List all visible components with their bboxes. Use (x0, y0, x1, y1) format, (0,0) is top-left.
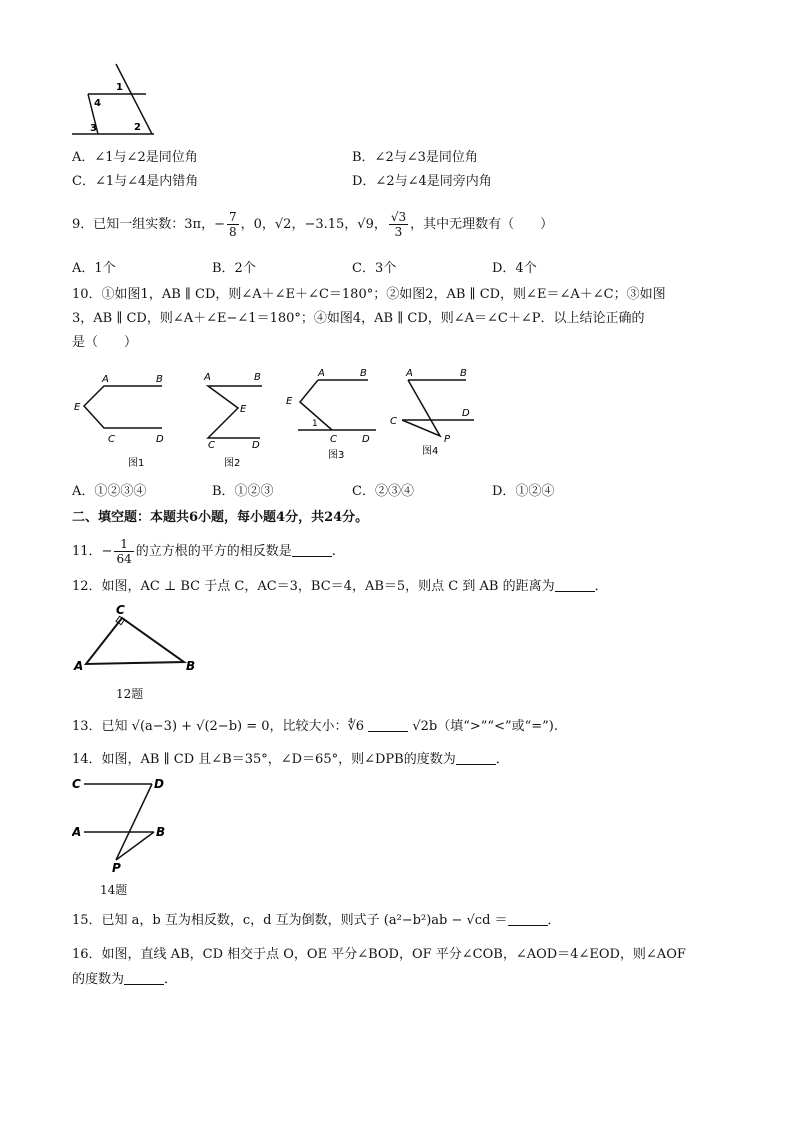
q9-stem: 9．已知一组实数：3π，− $\frac{7}{8}$ ，0，√2，−3.15，√9， $\frac{√3}{3}$ ，其中无理数有（ ） (72, 210, 554, 239)
svg-text:A: A (406, 368, 413, 379)
q9-option-d: D．4个 (492, 261, 537, 276)
q10-line2: 3，AB ∥ CD，则∠A＋∠E−∠1＝180°；④如图4，AB ∥ CD，则∠A＝∠C＋∠P．以上结论正确的 (72, 311, 645, 326)
svg-text:A: A (72, 825, 82, 839)
fig1-caption: 图1 (128, 458, 145, 469)
svg-text:D: D (156, 434, 164, 445)
q10-figure-4 (388, 366, 488, 464)
fig3-caption: 图3 (328, 450, 345, 461)
q16-line1: 16．如图，直线 AB，CD 相交于点 O，OE 平分∠BOD，OF 平分∠COB，∠AOD＝4∠EOD，则∠AOF (72, 947, 686, 962)
svg-text:B: B (460, 368, 467, 379)
q8-option-d: D．∠2与∠4是同旁内角 (352, 174, 492, 189)
q13-stem: 13．已知 √(a−3) + √(2−b) = 0，比较大小：∜6 √2b（填“>”“<”或“=”). (72, 719, 558, 734)
q14-answer-blank[interactable] (456, 751, 496, 765)
svg-text:1: 1 (312, 419, 318, 429)
svg-text:B: B (156, 825, 166, 839)
q8-option-a: A．∠1与∠2是同位角 (72, 150, 198, 165)
q8-figure (72, 62, 162, 138)
svg-text:B: B (156, 374, 163, 385)
q15-answer-blank[interactable] (508, 912, 548, 926)
svg-text:B: B (360, 368, 367, 379)
q10-line1: 10．①如图1，AB ∥ CD，则∠A＋∠E＋∠C＝180°；②如图2，AB ∥ CD，则∠E＝∠A＋∠C；③如图 (72, 287, 666, 302)
q8-label-3: 3 (90, 123, 97, 134)
q9-option-c: C．3个 (352, 261, 397, 276)
svg-text:E: E (286, 396, 293, 407)
q8-option-b: B．∠2与∠3是同位角 (352, 150, 478, 165)
q12-figure (72, 602, 202, 674)
svg-text:C: C (108, 434, 115, 445)
q9-option-a: A．1个 (72, 261, 116, 276)
q10-figure-2 (198, 368, 278, 474)
svg-text:A: A (102, 374, 109, 385)
q12-caption: 12题 (116, 687, 144, 701)
q16-line2: 的度数为 ． (72, 972, 178, 987)
svg-text:E: E (74, 402, 81, 413)
q10-option-d: D．①②④ (492, 484, 555, 499)
svg-text:A: A (204, 372, 211, 383)
q10-figure-3 (284, 362, 384, 462)
svg-text:A: A (318, 368, 325, 379)
q8-option-c: C．∠1与∠4是内错角 (72, 174, 199, 189)
q8-label-1: 1 (116, 82, 123, 93)
svg-text:C: C (390, 416, 397, 427)
q16-answer-blank[interactable] (124, 971, 164, 985)
svg-text:C: C (330, 434, 337, 445)
q8-label-4: 4 (94, 98, 101, 109)
svg-text:E: E (240, 404, 247, 415)
q14-figure (72, 772, 172, 876)
q10-figure-1 (72, 368, 172, 474)
q11-answer-blank[interactable] (292, 543, 332, 557)
q14-caption: 14题 (100, 883, 128, 897)
svg-text:D: D (362, 434, 370, 445)
q10-line3: 是（ ） (72, 335, 138, 350)
svg-text:D: D (154, 777, 164, 791)
fig2-caption: 图2 (224, 458, 241, 469)
q9-option-b: B．2个 (212, 261, 256, 276)
q10-option-c: C．②③④ (352, 484, 414, 499)
fig4-caption: 图4 (422, 446, 439, 457)
q12-stem: 12．如图，AC ⊥ BC 于点 C，AC＝3，BC＝4，AB＝5，则点 C 到 AB 的距离为 ． (72, 579, 608, 594)
q10-option-a: A．①②③④ (72, 484, 147, 499)
svg-text:A: A (74, 659, 84, 673)
q15-stem: 15．已知 a，b 互为相反数，c，d 互为倒数，则式子 (a²−b²)ab − √cd ＝ ． (72, 913, 561, 928)
svg-text:C: C (208, 440, 215, 451)
svg-text:C: C (72, 777, 81, 791)
svg-text:C: C (116, 603, 125, 617)
svg-text:P: P (444, 434, 451, 445)
q13-answer-blank[interactable] (368, 718, 408, 732)
q14-stem: 14．如图，AB ∥ CD 且∠B＝35°，∠D＝65°，则∠DPB的度数为 ． (72, 752, 509, 767)
svg-text:D: D (252, 440, 260, 451)
q10-option-b: B．①②③ (212, 484, 274, 499)
svg-text:D: D (462, 408, 470, 419)
q12-answer-blank[interactable] (555, 578, 595, 592)
section-2-heading: 二、填空题：本题共6小题，每小题4分，共24分。 (72, 510, 369, 525)
svg-text:B: B (254, 372, 261, 383)
svg-text:P: P (112, 861, 121, 875)
q11-stem: 11．− $\frac{1}{64}$ 的立方根的平方的相反数是 . (72, 537, 336, 566)
svg-text:B: B (186, 659, 196, 673)
q8-label-2: 2 (134, 122, 141, 133)
